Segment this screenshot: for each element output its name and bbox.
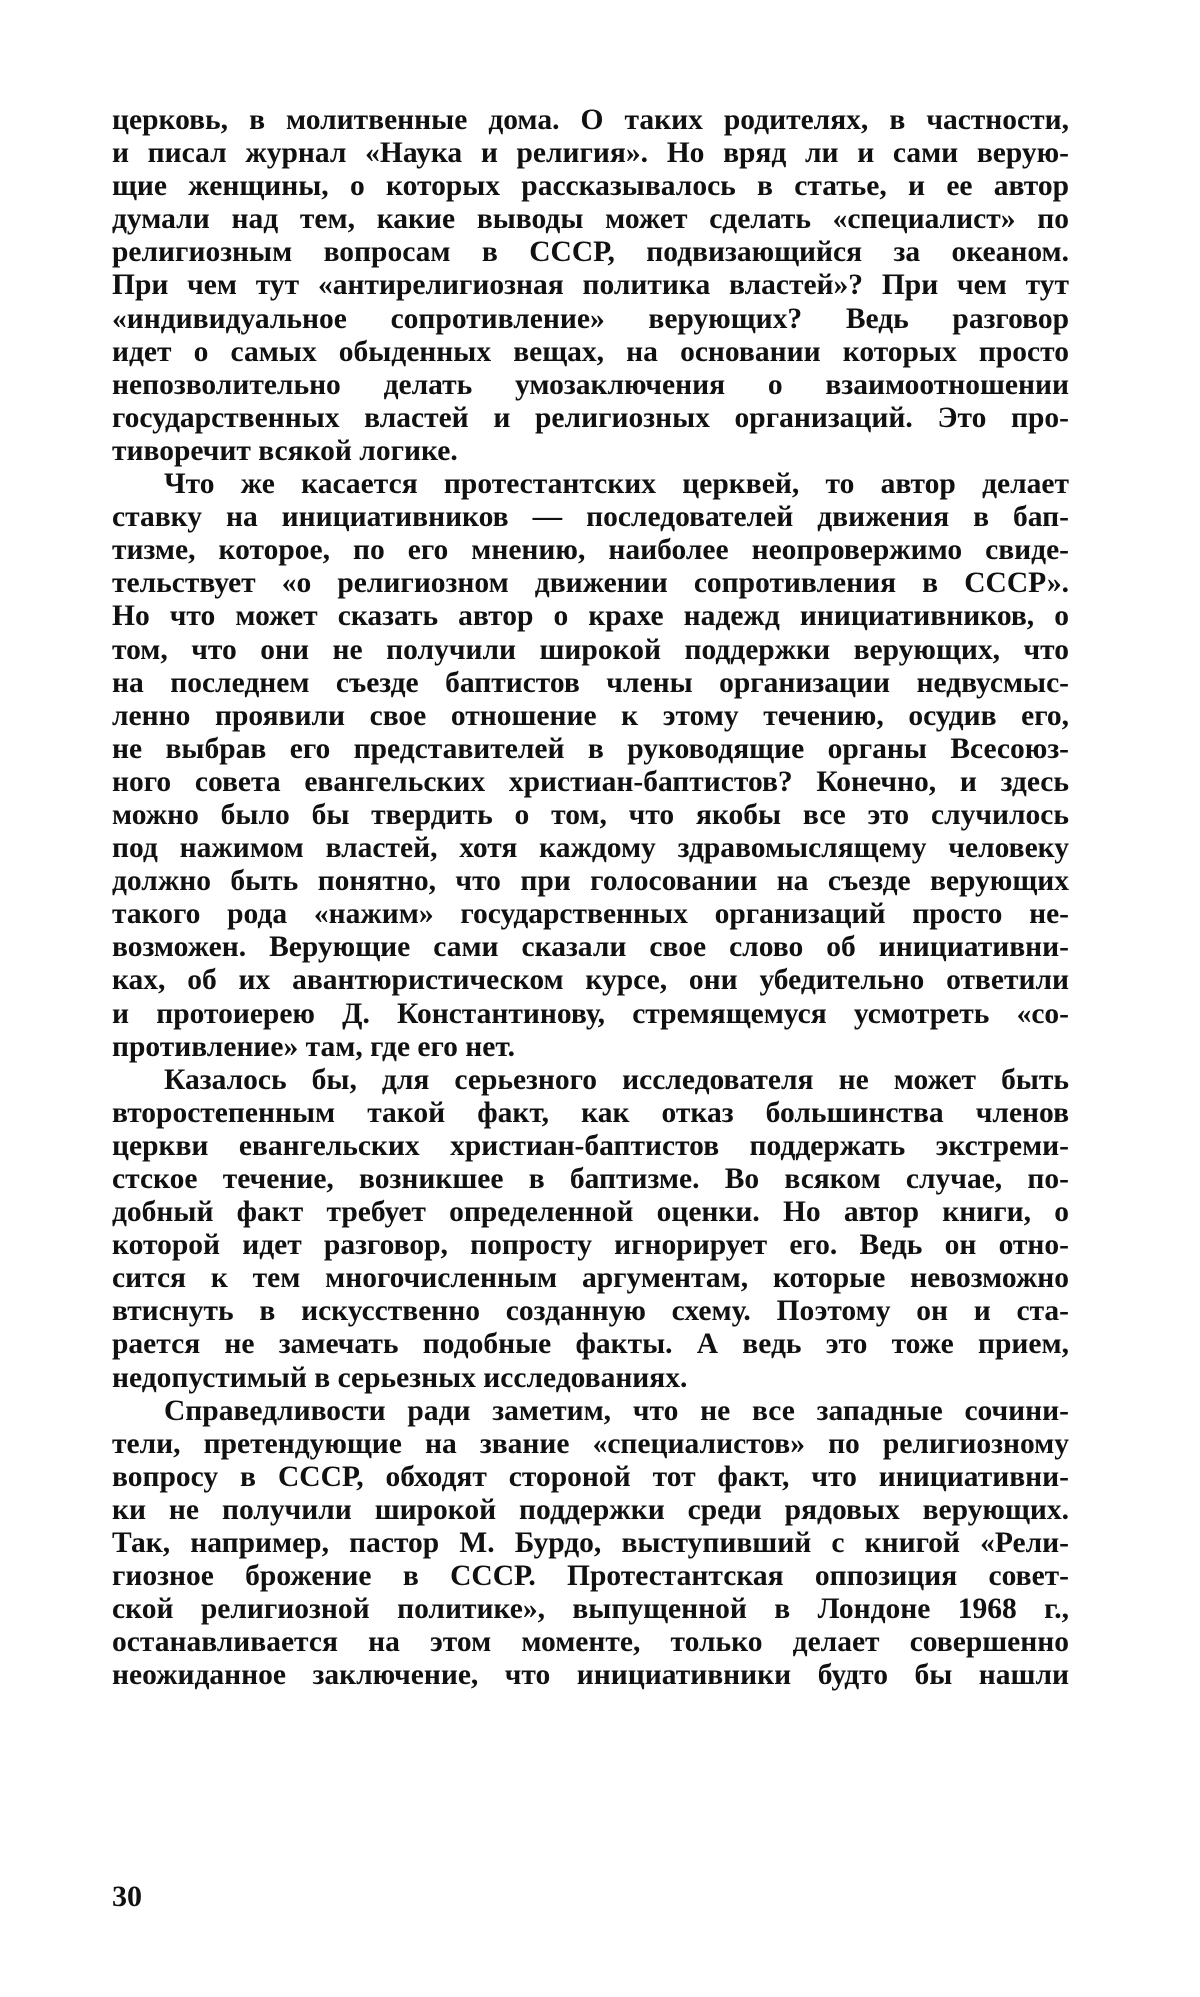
text-line: и писал журнал «Наука и религия». Но вряд ли и сами верую-: [112, 137, 1069, 170]
text-line: «индивидуальное сопротивление» верующих? Ведь разговор: [112, 302, 1069, 335]
text-line: рается не замечать подобные факты. А ведь это тоже прием,: [112, 1328, 1069, 1361]
text-line: ленно проявили свое отношение к этому течению, осудив его,: [112, 699, 1069, 732]
text-line: Казалось бы, для серьезного исследователя не может быть: [164, 1063, 1069, 1096]
paragraph: [112, 1064, 1069, 1395]
text-line: второстепенным такой факт, как отказ большинства членов: [112, 1096, 1069, 1129]
text-line: Так, например, пастор М. Бурдо, выступивший с книгой «Рели-: [112, 1527, 1069, 1560]
text-line: думали над тем, какие выводы может сделать «специалист» по: [112, 203, 1069, 236]
text-line: ках, об их авантюристическом курсе, они убедительно ответили: [112, 964, 1069, 997]
page-number: 30: [112, 1880, 142, 1913]
text-line: непозволительно делать умозаключения о взаимоотношении: [112, 368, 1069, 401]
text-line: тизме, которое, по его мнению, наиболее неопровержимо свиде-: [112, 534, 1069, 567]
text-line: должно быть понятно, что при голосовании на съезде верующих: [112, 865, 1069, 898]
text-line: такого рода «нажим» государственных организаций просто не-: [112, 898, 1069, 931]
text-line: которой идет разговор, попросту игнорирует его. Ведь он отно-: [112, 1229, 1069, 1262]
text-line: государственных властей и религиозных организаций. Это про-: [112, 401, 1069, 434]
text-line: ки не получили широкой поддержки среди рядовых верующих.: [112, 1493, 1069, 1526]
text-line: ской религиозной политике», выпущенной в Лондоне 1968 г.,: [112, 1593, 1069, 1626]
text-line: добный факт требует определенной оценки. Но автор книги, о: [112, 1196, 1069, 1229]
text-line: Но что может сказать автор о крахе надежд инициативников, о: [112, 600, 1069, 633]
text-line: возможен. Верующие сами сказали свое слово об инициативни-: [112, 931, 1069, 964]
text-line: При чем тут «антирелигиозная политика властей»? При чем тут: [112, 269, 1069, 302]
text-line: не выбрав его представителей в руководящие органы Всесоюз-: [112, 732, 1069, 765]
text-line: ставку на инициативников — последователей движения в бап-: [112, 501, 1069, 534]
text-line: том, что они не получили широкой поддержки верующих, что: [112, 633, 1069, 666]
text-line: противление» там, где его нет.: [112, 1030, 516, 1063]
text-line: идет о самых обыденных вещах, на основании которых просто: [112, 335, 1069, 368]
text-line: тели, претендующие на звание «специалистов» по религиозному: [112, 1427, 1069, 1460]
text-line: ного совета евангельских христиан-баптистов? Конечно, и здесь: [112, 765, 1069, 798]
text-line: церкви евангельских христиан-баптистов поддержать экстреми-: [112, 1129, 1069, 1162]
text-line: щие женщины, о которых рассказывалось в статье, и ее автор: [112, 170, 1069, 203]
text-line: церковь, в молитвенные дома. О таких родителях, в частности,: [112, 104, 1069, 136]
text-line: тиворечит всякой логике.: [112, 434, 458, 467]
text-line: на последнем съезде баптистов члены организации недвусмыс-: [112, 666, 1069, 699]
text-line: вопросу в СССР, обходят стороной тот факт, что инициативни-: [112, 1460, 1069, 1493]
text-line: религиозным вопросам в СССР, подвизающийся за океаном.: [112, 236, 1069, 269]
text-line: Что же касается протестантских церквей, то автор делает: [164, 468, 1069, 501]
text-line: втиснуть в искусственно созданную схему. Поэтому он и ста-: [112, 1295, 1069, 1328]
text-line: останавливается на этом моменте, только делает совершенно: [112, 1626, 1069, 1659]
paragraph: [112, 1395, 1069, 1693]
text-line: гиозное брожение в СССР. Протестантская оппозиция совет-: [112, 1560, 1069, 1593]
paragraph: [112, 104, 1069, 468]
text-line: можно было бы твердить о том, что якобы все это случилось: [112, 798, 1069, 831]
text-line: Справедливости ради заметим, что не все западные сочини-: [164, 1394, 1069, 1427]
text-line: сится к тем многочисленным аргументам, которые невозможно: [112, 1262, 1069, 1295]
body-text: [112, 104, 1069, 1693]
text-line: тельствует «о религиозном движении сопротивления в СССР».: [112, 567, 1069, 600]
text-line: неожиданное заключение, что инициативники будто бы нашли: [112, 1659, 1069, 1692]
text-line: и протоиерею Д. Константинову, стремящемуся усмотреть «со-: [112, 997, 1069, 1030]
paragraph: [112, 468, 1069, 1064]
text-line: недопустимый в серьезных исследованиях.: [112, 1361, 688, 1394]
text-line: стское течение, возникшее в баптизме. Во всяком случае, по-: [112, 1163, 1069, 1195]
text-line: под нажимом властей, хотя каждому здравомыслящему человеку: [112, 832, 1069, 865]
